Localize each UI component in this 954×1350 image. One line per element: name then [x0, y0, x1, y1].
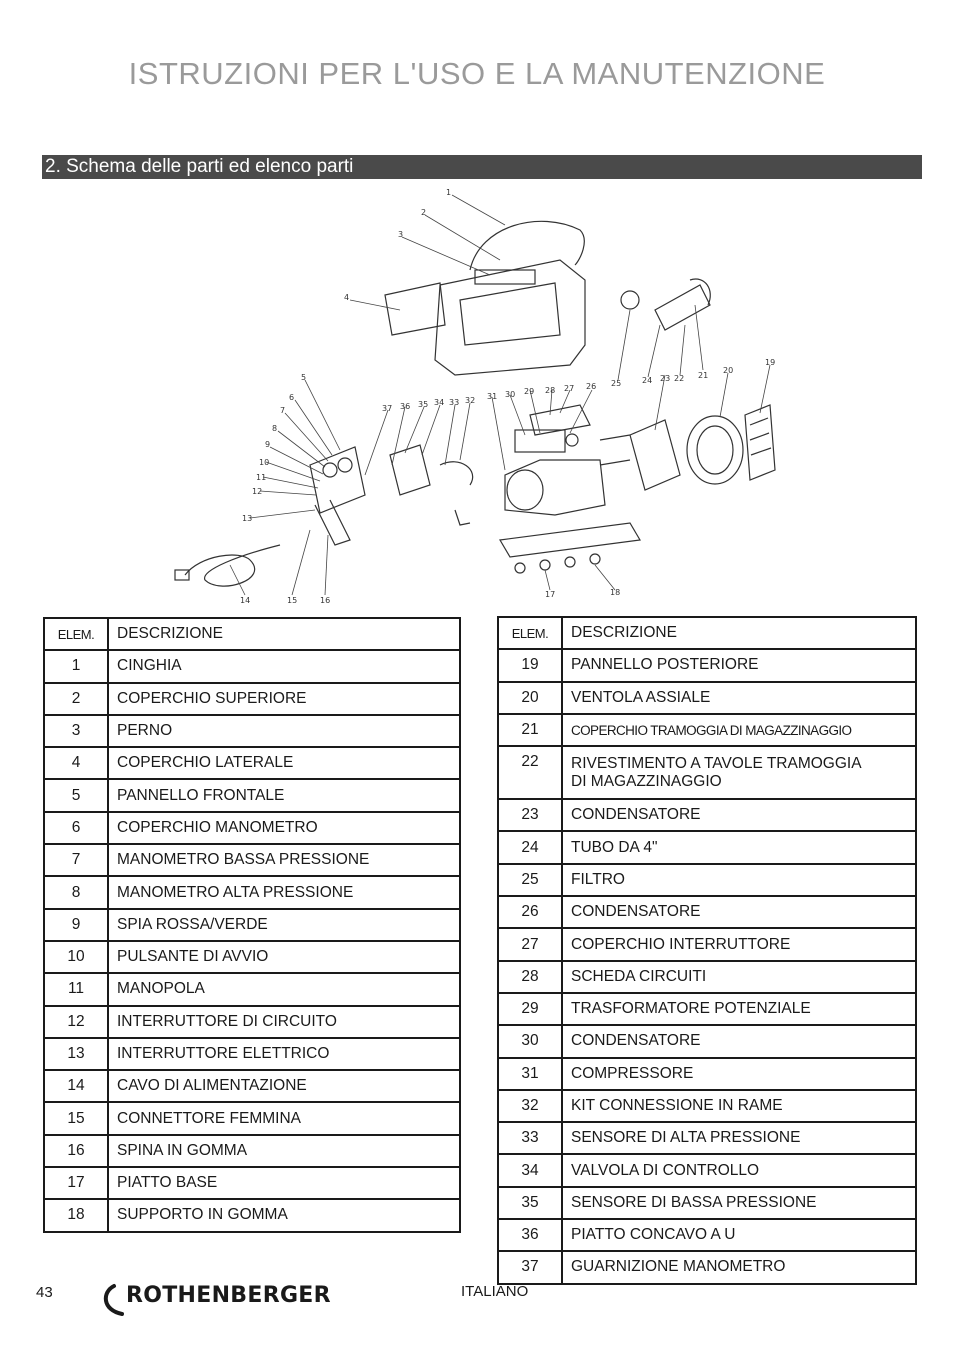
part-description: COPERCHIO TRAMOGGIA DI MAGAZZINAGGIO: [562, 714, 916, 746]
callout-33: 33: [449, 398, 460, 407]
part-description: SPIA ROSSA/VERDE: [108, 909, 460, 941]
table-row: [44, 876, 460, 908]
part-description: MANOMETRO BASSA PRESSIONE: [108, 844, 460, 876]
callout-30: 30: [505, 390, 516, 399]
page-number: 43: [36, 1284, 53, 1301]
part-number: 23: [498, 799, 562, 831]
language-label: ITALIANO: [461, 1283, 529, 1300]
brand-name: ROTHENBERGER: [126, 1283, 331, 1308]
section-heading: 2. Schema delle parti ed elenco parti: [42, 155, 922, 179]
table-row: [498, 1025, 916, 1057]
callout-32: 32: [465, 396, 476, 405]
table-row: [44, 1070, 460, 1102]
table-row: [498, 1187, 916, 1219]
part-number: 25: [498, 864, 562, 896]
callout-18: 18: [610, 588, 621, 597]
callout-29: 29: [524, 387, 535, 396]
part-description: CAVO DI ALIMENTAZIONE: [108, 1070, 460, 1102]
part-description: SENSORE DI ALTA PRESSIONE: [562, 1122, 916, 1154]
part-number: 15: [44, 1102, 108, 1134]
part-description: MANOPOLA: [108, 973, 460, 1005]
part-number: 20: [498, 682, 562, 714]
callout-24: 24: [642, 376, 653, 385]
table-row: [498, 682, 916, 714]
table-row: [44, 650, 460, 682]
table-row: [498, 1090, 916, 1122]
callout-9: 9: [265, 440, 271, 449]
table-row: [44, 1006, 460, 1038]
part-number: 13: [44, 1038, 108, 1070]
page-title: ISTRUZIONI PER L'USO E LA MANUTENZIONE: [128, 56, 826, 91]
part-description: CONNETTORE FEMMINA: [108, 1102, 460, 1134]
table-row: [498, 746, 916, 799]
part-description: INTERRUTTORE DI CIRCUITO: [108, 1006, 460, 1038]
part-number: 35: [498, 1187, 562, 1219]
part-number: 32: [498, 1090, 562, 1122]
part-description: CINGHIA: [108, 650, 460, 682]
table-row: [498, 799, 916, 831]
part-description: TUBO DA 4": [562, 831, 916, 863]
part-description: CONDENSATORE: [562, 896, 916, 928]
callout-10: 10: [259, 458, 270, 467]
part-number: 4: [44, 747, 108, 779]
part-description: MANOMETRO ALTA PRESSIONE: [108, 876, 460, 908]
callout-7: 7: [280, 406, 286, 415]
callout-15: 15: [287, 596, 298, 605]
table-row: [44, 941, 460, 973]
part-number: 19: [498, 649, 562, 681]
part-description: CONDENSATORE: [562, 1025, 916, 1057]
callout-4: 4: [344, 293, 350, 302]
part-number: 17: [44, 1167, 108, 1199]
table-row: [498, 993, 916, 1025]
part-description: SENSORE DI BASSA PRESSIONE: [562, 1187, 916, 1219]
table-header-row: [498, 617, 916, 649]
part-description: CONDENSATORE: [562, 799, 916, 831]
callout-6: 6: [289, 393, 295, 402]
part-number: 14: [44, 1070, 108, 1102]
callout-36: 36: [400, 402, 411, 411]
part-description: PULSANTE DI AVVIO: [108, 941, 460, 973]
column-header-elem: ELEM.: [498, 617, 562, 649]
part-number: 21: [498, 714, 562, 746]
table-row: [498, 1251, 916, 1283]
part-number: 2: [44, 683, 108, 715]
table-row: [498, 1122, 916, 1154]
part-number: 27: [498, 928, 562, 960]
table-row: [498, 1219, 916, 1251]
table-row: [44, 1167, 460, 1199]
callout-3: 3: [398, 230, 404, 239]
part-number: 5: [44, 779, 108, 811]
part-description: PANNELLO POSTERIORE: [562, 649, 916, 681]
part-description: COPERCHIO LATERALE: [108, 747, 460, 779]
part-description-line: DI MAGAZZINAGGIO: [571, 772, 722, 790]
part-description: VENTOLA ASSIALE: [562, 682, 916, 714]
exploded-parts-diagram: [160, 185, 800, 605]
callout-2: 2: [421, 208, 427, 217]
callout-28: 28: [545, 386, 556, 395]
part-description: SCHEDA CIRCUITI: [562, 961, 916, 993]
table-row: [44, 909, 460, 941]
part-description: TRASFORMATORE POTENZIALE: [562, 993, 916, 1025]
table-row: [498, 864, 916, 896]
table-row: [44, 683, 460, 715]
part-number: 8: [44, 876, 108, 908]
table-row: [44, 1102, 460, 1134]
callout-31: 31: [487, 392, 498, 401]
table-row: [498, 1154, 916, 1186]
part-description: GUARNIZIONE MANOMETRO: [562, 1251, 916, 1283]
part-number: 18: [44, 1199, 108, 1231]
part-number: 1: [44, 650, 108, 682]
part-number: 29: [498, 993, 562, 1025]
part-description: PIATTO BASE: [108, 1167, 460, 1199]
table-row: [498, 961, 916, 993]
part-description: COPERCHIO SUPERIORE: [108, 683, 460, 715]
callout-22: 22: [674, 374, 685, 383]
callout-1: 1: [446, 188, 452, 197]
column-header-elem: ELEM.: [44, 618, 108, 650]
part-number: 12: [44, 1006, 108, 1038]
part-number: 30: [498, 1025, 562, 1057]
rothenberger-logo: [100, 1280, 350, 1320]
part-description: PERNO: [108, 715, 460, 747]
table-row: [498, 1058, 916, 1090]
table-row: [44, 1199, 460, 1231]
table-header-row: [44, 618, 460, 650]
callout-35: 35: [418, 400, 429, 409]
callout-26: 26: [586, 382, 597, 391]
part-description: FILTRO: [562, 864, 916, 896]
callout-19: 19: [765, 358, 776, 367]
part-description: SUPPORTO IN GOMMA: [108, 1199, 460, 1231]
part-number: 22: [498, 746, 562, 799]
callout-20: 20: [723, 366, 734, 375]
part-description: KIT CONNESSIONE IN RAME: [562, 1090, 916, 1122]
parts-table-left: [43, 617, 461, 1233]
parts-table-right: [497, 616, 917, 1285]
part-description: PANNELLO FRONTALE: [108, 779, 460, 811]
table-row: [44, 812, 460, 844]
table-row: [498, 896, 916, 928]
table-row: [44, 844, 460, 876]
callout-11: 11: [256, 473, 267, 482]
callout-23: 23: [660, 374, 671, 383]
part-number: 16: [44, 1135, 108, 1167]
part-description: INTERRUTTORE ELETTRICO: [108, 1038, 460, 1070]
part-number: 24: [498, 831, 562, 863]
table-row: [498, 928, 916, 960]
part-description: COPERCHIO MANOMETRO: [108, 812, 460, 844]
callout-25: 25: [611, 379, 622, 388]
part-number: 26: [498, 896, 562, 928]
callout-21: 21: [698, 371, 709, 380]
part-number: 9: [44, 909, 108, 941]
table-row: [44, 779, 460, 811]
table-row: [498, 831, 916, 863]
callout-8: 8: [272, 424, 278, 433]
part-number: 10: [44, 941, 108, 973]
table-row: [44, 747, 460, 779]
part-number: 36: [498, 1219, 562, 1251]
callout-14: 14: [240, 596, 251, 605]
part-number: 33: [498, 1122, 562, 1154]
callout-17: 17: [545, 590, 556, 599]
part-description: [562, 746, 916, 799]
column-header-description: DESCRIZIONE: [108, 618, 460, 650]
table-row: [498, 649, 916, 681]
part-number: 28: [498, 961, 562, 993]
table-row: [44, 1135, 460, 1167]
callout-37: 37: [382, 404, 393, 413]
callout-13: 13: [242, 514, 253, 523]
callout-27: 27: [564, 384, 575, 393]
table-row: [498, 714, 916, 746]
column-header-description: DESCRIZIONE: [562, 617, 916, 649]
part-number: 3: [44, 715, 108, 747]
part-description: SPINA IN GOMMA: [108, 1135, 460, 1167]
part-number: 37: [498, 1251, 562, 1283]
part-description: COMPRESSORE: [562, 1058, 916, 1090]
table-row: [44, 973, 460, 1005]
part-number: 6: [44, 812, 108, 844]
part-number: 31: [498, 1058, 562, 1090]
part-description: PIATTO CONCAVO A U: [562, 1219, 916, 1251]
callout-34: 34: [434, 398, 445, 407]
table-row: [44, 715, 460, 747]
callout-12: 12: [252, 487, 263, 496]
part-description-line: RIVESTIMENTO A TAVOLE TRAMOGGIA: [571, 754, 862, 772]
part-number: 7: [44, 844, 108, 876]
part-description: COPERCHIO INTERRUTTORE: [562, 928, 916, 960]
callout-5: 5: [301, 373, 307, 382]
part-description: VALVOLA DI CONTROLLO: [562, 1154, 916, 1186]
part-number: 11: [44, 973, 108, 1005]
callout-16: 16: [320, 596, 331, 605]
table-row: [44, 1038, 460, 1070]
part-number: 34: [498, 1154, 562, 1186]
